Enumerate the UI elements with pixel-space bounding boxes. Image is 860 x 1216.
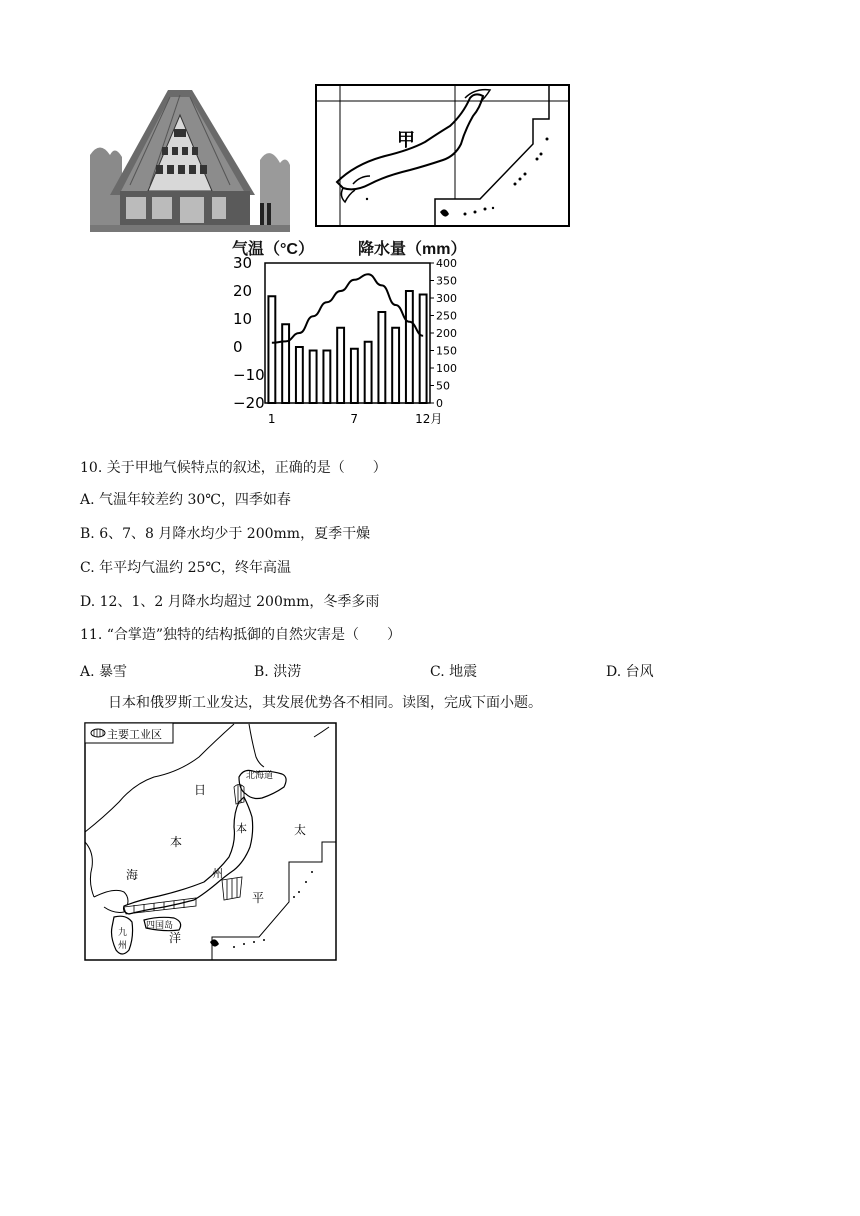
q11-option-d[interactable]: D. 台风: [606, 664, 654, 680]
temp-tick-label: −10: [233, 366, 265, 384]
precip-tick-label: 350: [436, 274, 457, 288]
intro-text: 日本和俄罗斯工业发达，其发展优势各不相同。读图，完成下面小题。: [108, 695, 542, 711]
precip-tick-label: 150: [436, 344, 457, 358]
precip-tick-label: 0: [436, 397, 443, 410]
precip-bar: [337, 328, 344, 403]
pacific-char-3: 洋: [169, 931, 182, 945]
q11-option-c[interactable]: C. 地震: [430, 664, 478, 680]
precip-bar: [392, 328, 399, 403]
shikoku-label: 四国岛: [146, 921, 174, 931]
precip-bar: [351, 349, 358, 403]
hokkaido-label: 北海道: [246, 771, 274, 781]
precip-bar: [282, 324, 289, 403]
q11-option-a[interactable]: A. 暴雪: [80, 664, 128, 680]
temp-tick-label: 10: [233, 310, 253, 328]
kyushu-char-2: 州: [118, 941, 128, 951]
q10-stem: 10. 关于甲地气候特点的叙述，正确的是（ ）: [80, 460, 387, 476]
pacific-char-1: 太: [294, 823, 307, 837]
precip-tick-label: 250: [436, 309, 457, 323]
sea-of-japan-char-1: 日: [194, 783, 207, 797]
precip-tick-label: 200: [436, 327, 457, 340]
jia-label: 甲: [397, 130, 415, 151]
precip-tick-label: 400: [436, 257, 457, 270]
pacific-char-2: 平: [252, 891, 265, 905]
precip-tick-label: 100: [436, 362, 457, 375]
japan-locator-map: [315, 84, 570, 227]
precip-bar: [406, 291, 413, 403]
month-tick-label: 12月: [415, 412, 443, 426]
precip-bar: [420, 295, 427, 404]
q10-option-a[interactable]: A. 气温年较差约 30℃，四季如春: [80, 492, 291, 508]
q11-stem: 11. “合掌造”独特的结构抵御的自然灾害是（ ）: [80, 627, 402, 643]
sea-of-japan-char-2: 本: [170, 835, 183, 849]
honshu-char-2: 州: [212, 867, 223, 880]
q10-option-c[interactable]: C. 年平均气温约 25℃，终年高温: [80, 560, 292, 576]
temp-axis-title: 气温（°C）: [232, 241, 314, 258]
month-tick-label: 7: [350, 412, 359, 426]
japan-industrial-map: [84, 722, 338, 962]
precip-bar: [268, 296, 275, 403]
precip-bar: [378, 312, 385, 403]
precip-axis-title: 降水量（mm）: [358, 241, 467, 258]
precip-bar: [296, 347, 303, 403]
precip-bar: [310, 351, 317, 404]
precip-tick-label: 300: [436, 292, 457, 305]
q11-option-b[interactable]: B. 洪涝: [254, 664, 302, 680]
precip-tick-label: 50: [436, 379, 450, 393]
month-tick-label: 1: [267, 412, 276, 426]
q10-option-d[interactable]: D. 12、1、2 月降水均超过 200mm，冬季多雨: [80, 594, 380, 610]
sea-of-japan-char-3: 海: [126, 868, 139, 882]
precip-bar: [323, 351, 330, 404]
temp-tick-label: 0: [233, 338, 243, 356]
temp-tick-label: 30: [233, 255, 253, 272]
house-photo: [90, 85, 290, 232]
temp-tick-label: −20: [233, 394, 265, 412]
q10-option-b[interactable]: B. 6、7、8 月降水均少于 200mm，夏季干燥: [80, 526, 371, 542]
honshu-char-1: 本: [236, 822, 247, 835]
precip-bar: [365, 342, 372, 403]
kyushu-char-1: 九: [118, 928, 128, 938]
climate-chart: [225, 255, 465, 435]
temp-tick-label: 20: [233, 282, 253, 300]
legend-label: 主要工业区: [107, 728, 162, 741]
